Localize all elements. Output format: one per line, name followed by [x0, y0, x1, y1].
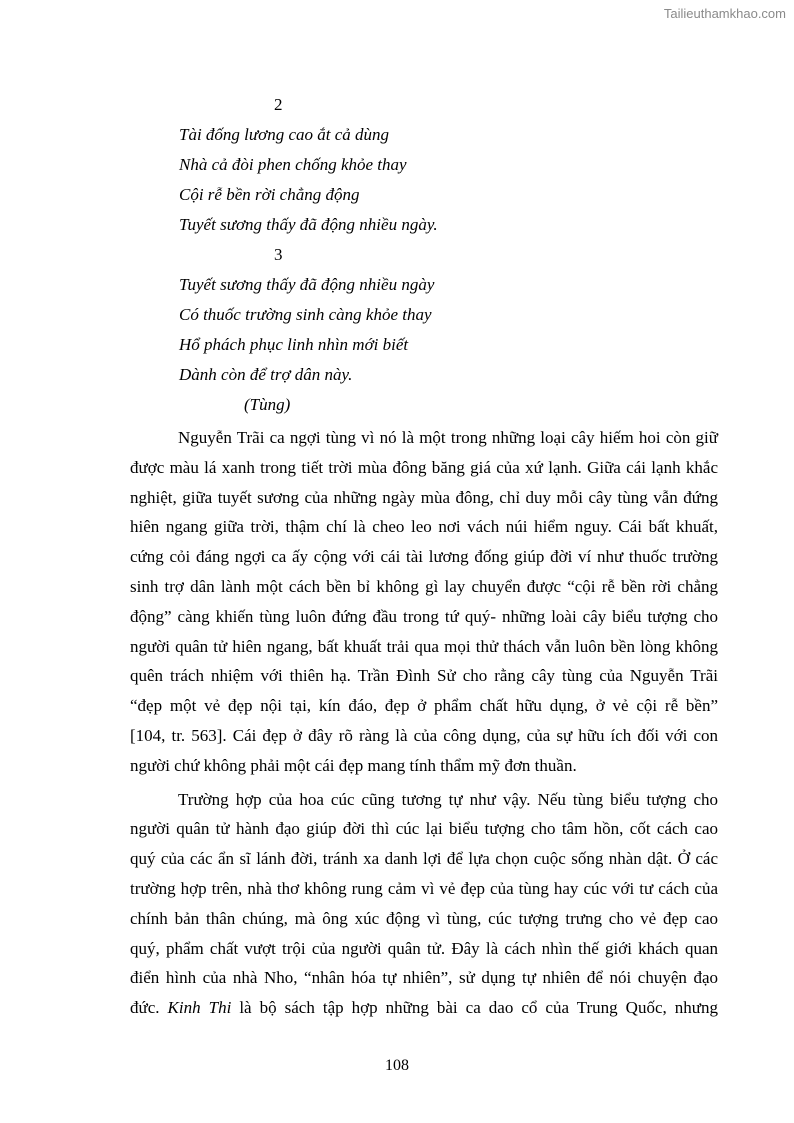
watermark: Tailieuthamkhao.com: [663, 6, 786, 21]
paragraph-2: [130, 785, 718, 1023]
document-body: [130, 95, 718, 1027]
verse-line: Cội rễ bền rời chẳng động: [179, 185, 360, 204]
verse-line: Hổ phách phục linh nhìn mới biết: [179, 335, 409, 354]
verse-line: Có thuốc trường sinh càng khỏe thay: [179, 305, 432, 324]
text-line: sinh trợ dân lành một cách bền bỉ không gì lay chuyển được “cội rễ bền rời chẳng: [130, 576, 718, 596]
stanza-number: 3: [274, 245, 283, 264]
text-line: “đẹp một vẻ đẹp nội tại, kín đáo, đẹp ở phẩm chất hữu dụng, ở vẻ cội rễ bền”: [130, 696, 718, 716]
text-line: cứng cỏi đáng ngợi ca ấy cộng với cái tài lương đống giúp đời ví như thuốc trường: [130, 547, 718, 567]
text-line: quên trách nhiệm với thiên hạ. Trần Đình Sử cho rằng cây tùng của Nguyễn Trãi: [130, 666, 718, 686]
text-line: điển hình của nhà Nho, “nhân hóa tự nhiên”, sử dụng tự nhiên để nói chuyện đạo: [130, 968, 718, 988]
verse-line: Tuyết sương thấy đã động nhiều ngày: [179, 275, 435, 294]
verse-line: Tuyết sương thấy đã động nhiều ngày.: [179, 215, 438, 234]
page-number: 108: [385, 1057, 409, 1074]
text-line: người chứ không phải một cái đẹp mang tính thẩm mỹ đơn thuần.: [130, 755, 577, 775]
verse-line: Tài đống lương cao ắt cả dùng: [179, 125, 390, 144]
verse-line: Nhà cả đòi phen chống khỏe thay: [179, 155, 407, 174]
text-line: [130, 993, 718, 1023]
text-line: nghiệt, giữa tuyết sương của những ngày mùa đông, chỉ duy mỗi cây tùng vẫn đứng: [130, 487, 718, 507]
text-line: trường hợp trên, nhà thơ không rung cảm vì vẻ đẹp của tùng hay cúc với tư cách của: [130, 878, 718, 898]
text-fragment: đức.: [130, 998, 168, 1018]
text-line: [104, tr. 563]. Cái đẹp ở đây rõ ràng là của công dụng, của sự hữu ích đối với con: [130, 725, 718, 745]
poem-attribution: (Tùng): [244, 395, 291, 414]
stanza-number: 2: [274, 95, 283, 114]
paragraph-1: [130, 423, 718, 781]
text-line: quý, phẩm chất vượt trội của người quân tử. Đây là cách nhìn thế giới khách quan: [130, 938, 718, 958]
text-line: quý của các ẩn sĩ lánh đời, tránh xa danh lợi để lựa chọn cuộc sống nhàn dật. Ở các: [130, 849, 718, 869]
book-title: Kinh Thi: [167, 998, 232, 1018]
text-line: chính bản thân chúng, mà ông xúc động vì tùng, cúc tượng trưng cho vẻ đẹp cao: [130, 908, 718, 928]
text-fragment: là bộ sách tập hợp những bài ca dao cổ của Trung Quốc, nhưng: [231, 998, 718, 1018]
text-line: người quân tử hành đạo giúp đời thì cúc lại biểu tượng cho tâm hồn, cốt cách cao: [130, 819, 718, 839]
text-line: người quân tử hiên ngang, bất khuất trải qua mọi thử thách vẫn luôn bền lòng không: [130, 636, 718, 656]
text-line: động” càng khiến tùng luôn đứng đầu trong tứ quý- những loài cây biểu tượng cho: [130, 606, 718, 626]
verse-line: Dành còn để trợ dân này.: [179, 365, 353, 384]
text-line: được màu lá xanh trong tiết trời mùa đông băng giá của xứ lạnh. Giữa cái lạnh khắc: [130, 457, 718, 477]
text-line: Nguyễn Trãi ca ngợi tùng vì nó là một trong những loại cây hiếm hoi còn giữ: [178, 428, 718, 447]
text-line: Trường hợp của hoa cúc cũng tương tự như vậy. Nếu tùng biểu tượng cho: [178, 789, 718, 809]
text-line: hiên ngang giữa trời, thậm chí là cheo leo nơi vách núi hiểm nguy. Cái bất khuất,: [130, 517, 718, 537]
